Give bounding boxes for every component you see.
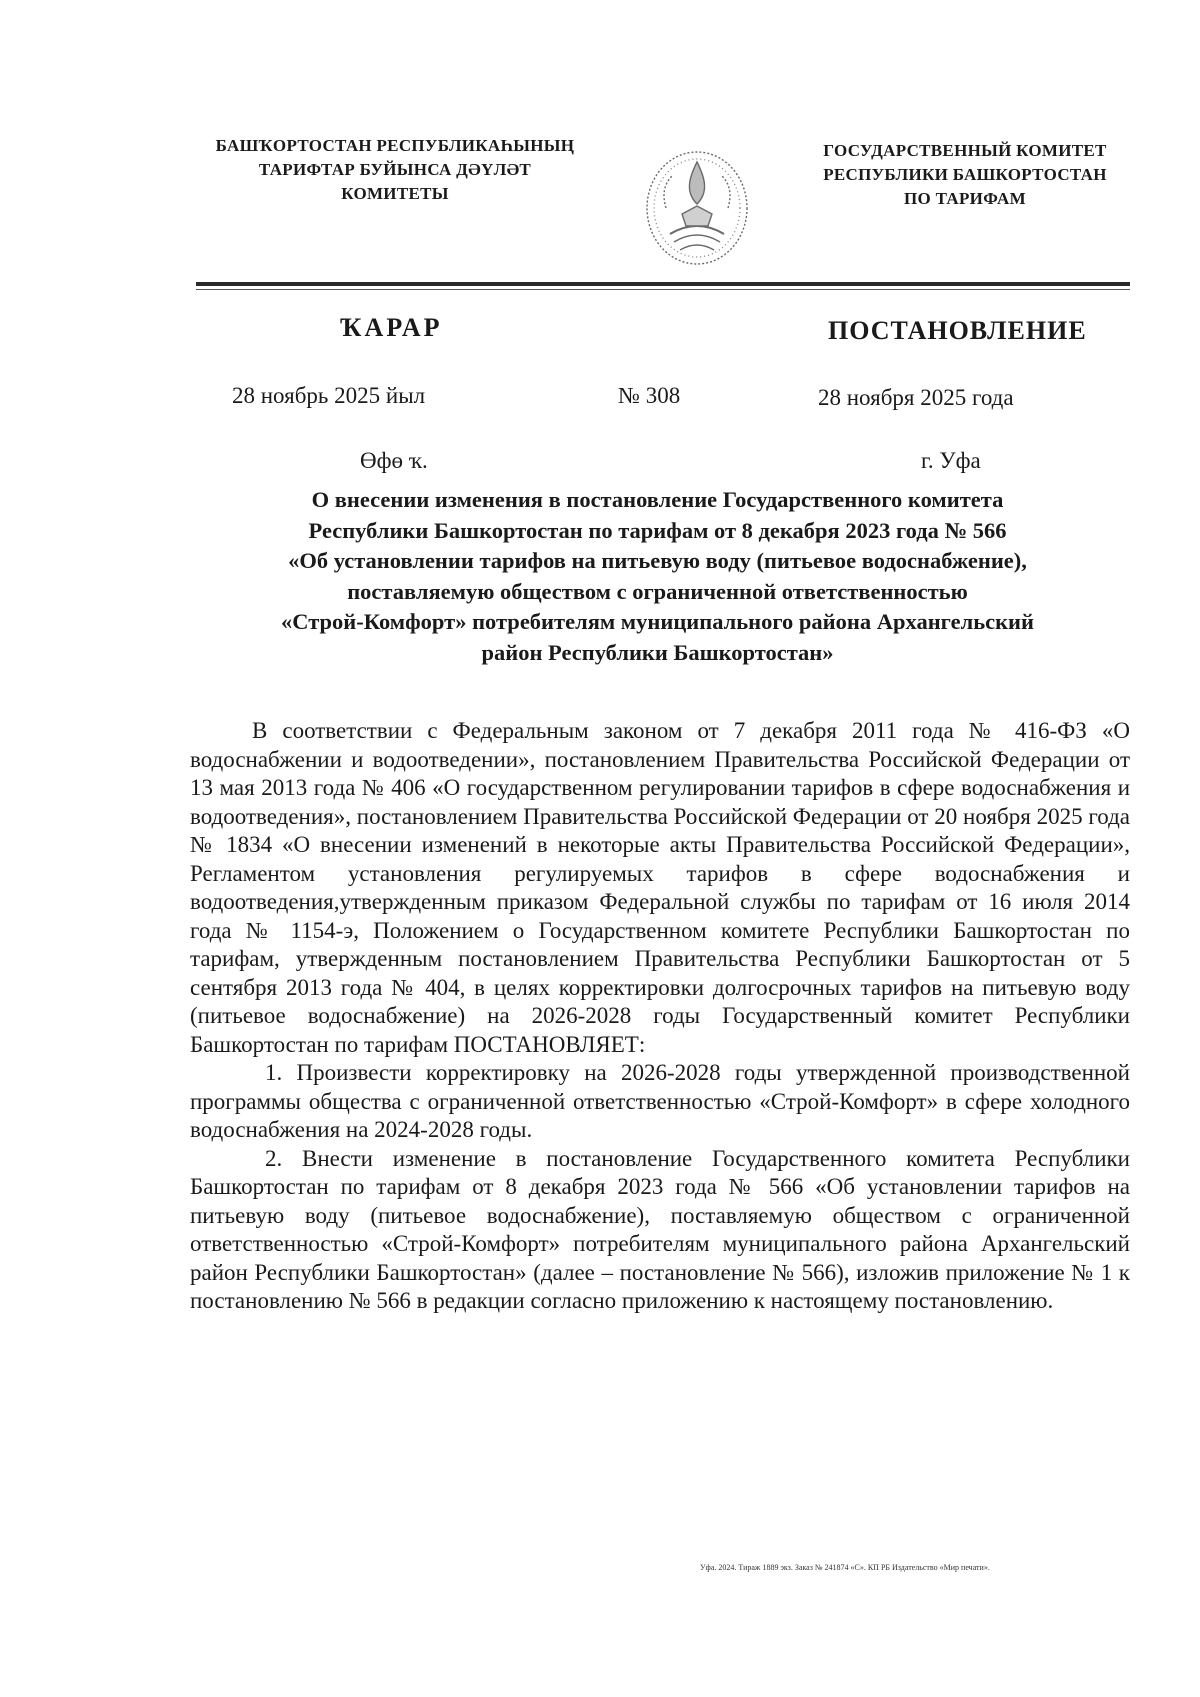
header-right-line: ГОСУДАРСТВЕННЫЙ КОМИТЕТ <box>823 141 1107 160</box>
subject-line: район Республики Башкортостан» <box>481 639 834 665</box>
document-type-russian: ПОСТАНОВЛЕНИЕ <box>828 316 1087 345</box>
coat-of-arms-icon <box>642 148 752 272</box>
document-number: № 308 <box>618 383 681 408</box>
date-bashkir: 28 ноябрь 2025 йыл <box>232 383 426 408</box>
subject-line: Республики Башкортостан по тарифам от 8 декабря 2023 года № 566 <box>308 517 1007 543</box>
body-preamble: В соответствии с Федеральным законом от 7 декабря 2011 года № 416-ФЗ «О водоснабжении и водоотведении», постановлением Правительства Российской Федерации от 13 мая 2013 года № 406 «О государственном регулировании тарифов в сфере водоснабжения и водоотведения», постановлением Правительства Российской Федерации от 20 ноября 2025 года № 1834 «О внесении изменений в некоторые акты Правительства Российской Федерации», Регламентом установления регулируемых тарифов в сфере водоснабжения и водоотведения,утвержденным приказом Федеральной службы по тарифам от 16 июля 2014 года № 1154-э, Положением о Государственном комитете Республики Башкортостан по тарифам, утвержденным постановлением Правительства Республики Башкортостан от 5 сентября 2013 года № 404, в целях корректировки долгосрочных тарифов на питьевую воду (питьевое водоснабжение) на 2026-2028 годы Государственный комитет Республики Башкортостан по тарифам ПОСТАНОВЛЯЕТ: <box>190 718 1130 1057</box>
document-subject <box>190 485 1125 668</box>
header-left-line: БАШҠОРТОСТАН РЕСПУБЛИКАҺЫНЫҢ <box>215 136 575 155</box>
subject-line: О внесении изменения в постановление Государственного комитета <box>311 487 1004 512</box>
date-russian: 28 ноября 2025 года <box>818 385 1014 410</box>
header-left-line: КОМИТЕТЫ <box>341 184 449 203</box>
document-type-bashkir: ҠАРАР <box>340 313 443 342</box>
header-right-org <box>790 139 1140 211</box>
body-item-2: 2. Внести изменение в постановление Государственного комитета Республики Башкортостан по тарифам от 8 декабря 2023 года № 566 «Об установлении тарифов на питьевую воду (питьевое водоснабжение), поставляемую обществом с ограниченной ответственностью «Строй-Комфорт» потребителям муниципального района Архангельский район Республики Башкортостан» (далее – постановление № 566), изложив приложение № 1 к постановлению № 566 в редакции согласно приложению к настоящему постановлению. <box>190 1145 1130 1313</box>
subject-line: «Строй-Комфорт» потребителям муниципального района Архангельский <box>281 609 1034 634</box>
document-body <box>190 717 1130 1316</box>
print-footer: Уфа. 2024. Тираж 1889 экз. Заказ № 241874 «С». КП РБ Издательство «Мир печати». <box>700 1563 990 1572</box>
body-item-1: 1. Произвести корректировку на 2026-2028 годы утвержденной производственной программы общества с ограниченной ответственностью «Строй-Комфорт» в сфере холодного водоснабжения на 2024-2028 годы. <box>190 1060 1130 1142</box>
header-left-line: ТАРИФТАР БУЙЫНСА ДӘҮЛӘТ <box>258 160 532 179</box>
header-left-org <box>170 134 620 206</box>
city-russian: г. Уфа <box>921 448 981 473</box>
header-right-line: ПО ТАРИФАМ <box>904 189 1026 208</box>
subject-line: «Об установлении тарифов на питьевую воду (питьевое водоснабжение), <box>288 548 1027 573</box>
header-divider-thick <box>196 282 1130 286</box>
header-right-line: РЕСПУБЛИКИ БАШКОРТОСТАН <box>823 165 1107 184</box>
subject-line: поставляемую обществом с ограниченной ответственностью <box>347 578 968 604</box>
header-divider-thin <box>196 289 1130 290</box>
city-bashkir: Өфө ҡ. <box>360 448 428 473</box>
